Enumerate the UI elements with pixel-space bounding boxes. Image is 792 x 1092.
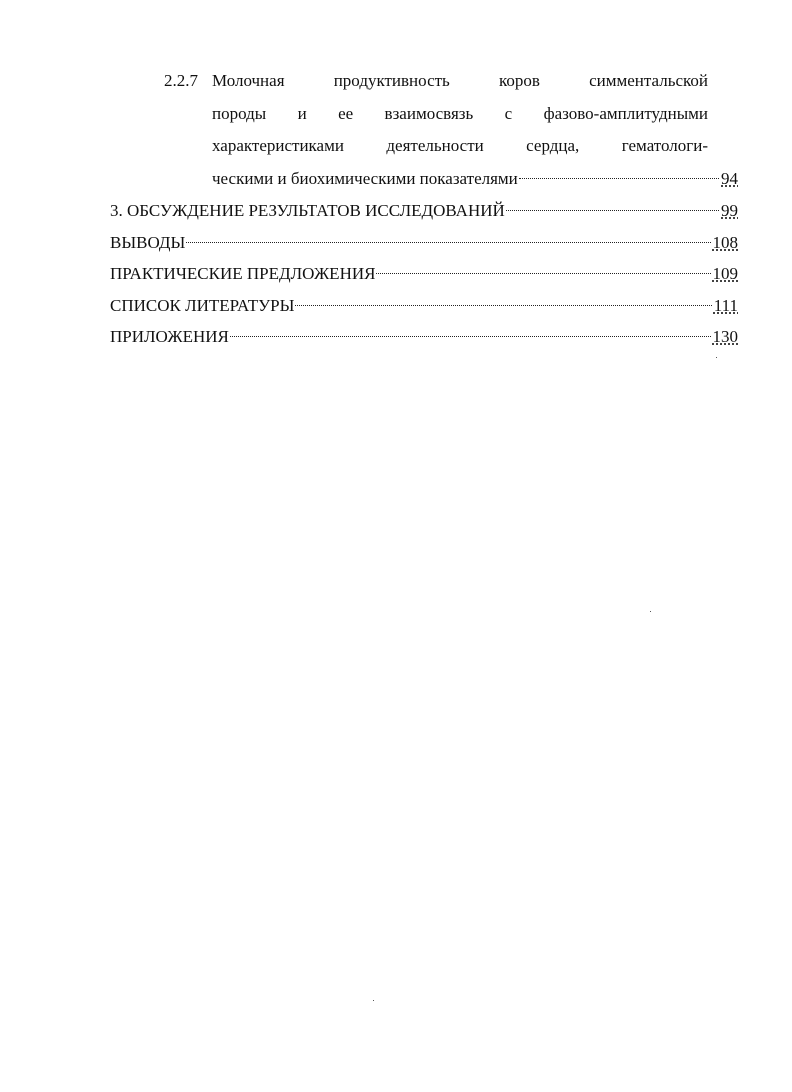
toc-entry-title: СПИСОК ЛИТЕРАТУРЫ bbox=[110, 296, 295, 315]
dot-leader bbox=[295, 305, 711, 306]
toc-subsection-title-line-2: породы и ее взаимосвязь с фазово-амплитудными bbox=[212, 104, 708, 123]
toc-page-number: 111 bbox=[713, 296, 738, 315]
dot-leader bbox=[376, 273, 710, 274]
toc-entry-title: 3. ОБСУЖДЕНИЕ РЕЗУЛЬТАТОВ ИССЛЕДОВАНИЙ bbox=[110, 201, 505, 220]
toc-page-number: 130 bbox=[712, 327, 738, 346]
toc-entry-conclusions bbox=[110, 231, 738, 255]
toc-entry-title: ПРИЛОЖЕНИЯ bbox=[110, 327, 229, 346]
dot-leader bbox=[230, 336, 711, 337]
toc-entry-references bbox=[110, 294, 738, 318]
toc-page-number: 108 bbox=[712, 233, 738, 252]
toc-page-number: 94 bbox=[721, 169, 738, 188]
toc-subsection-title-line-3: характеристиками деятельности сердца, гематологи- bbox=[212, 136, 708, 155]
toc-entry-practical-proposals bbox=[110, 262, 738, 286]
toc-page-number: 109 bbox=[712, 264, 738, 283]
toc-entry-appendices bbox=[110, 325, 738, 349]
scan-speck bbox=[716, 357, 717, 358]
dot-leader bbox=[506, 210, 719, 211]
toc-subsection-last-line bbox=[212, 167, 738, 191]
toc-subsection-number: 2.2.7 bbox=[164, 71, 198, 90]
toc-subsection-title-line-4: ческими и биохимическими показателями bbox=[212, 169, 518, 188]
toc-page-number: 99 bbox=[721, 201, 738, 220]
toc-entry-title: ПРАКТИЧЕСКИЕ ПРЕДЛОЖЕНИЯ bbox=[110, 264, 376, 283]
scan-speck bbox=[650, 611, 651, 612]
toc-entry-discussion bbox=[110, 199, 738, 223]
toc-subsection-title-line-1: Молочная продуктивность коров симментальской bbox=[212, 71, 708, 90]
toc-entry-title: ВЫВОДЫ bbox=[110, 233, 186, 252]
scan-speck bbox=[373, 1000, 374, 1001]
dot-leader bbox=[186, 242, 710, 243]
dot-leader bbox=[519, 178, 719, 179]
